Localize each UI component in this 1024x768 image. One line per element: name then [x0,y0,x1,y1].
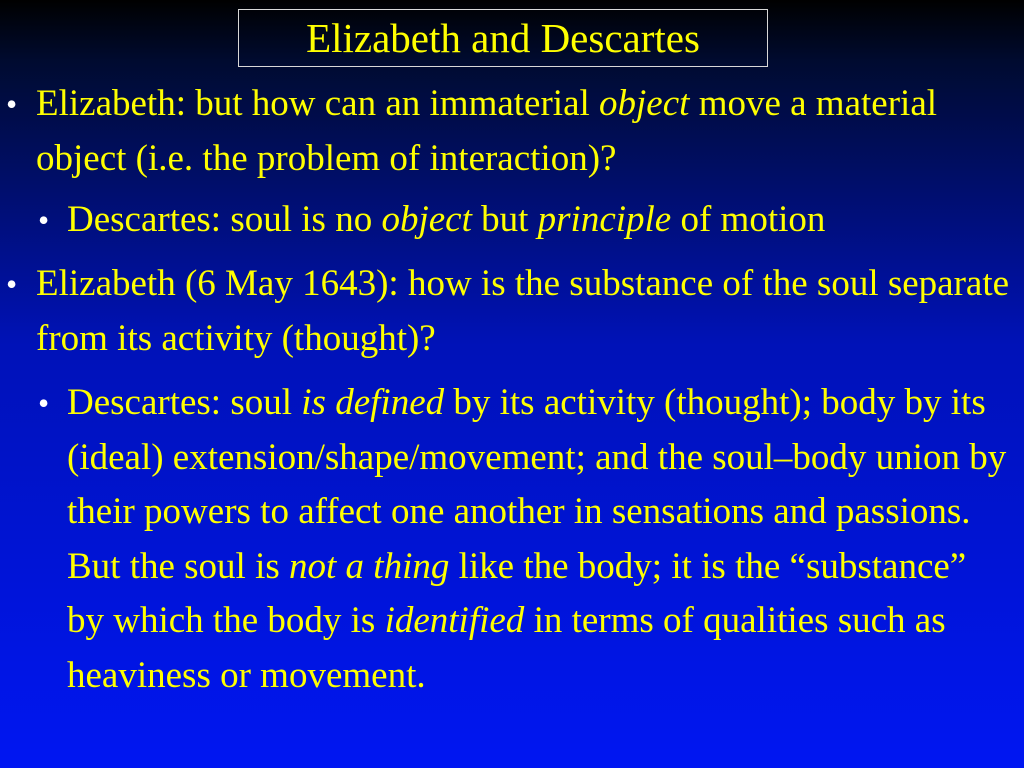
bullet-icon: • [6,86,18,122]
bullet-text: but [471,199,538,240]
bullet-text: Elizabeth (6 May 1643): how is the substance of the soul separate from its activity (thought)? [36,263,1010,359]
emphasis-text: object [381,199,472,240]
bullet-text: of motion [671,199,826,240]
bullet-item-descartes-soul-defined [38,376,1011,703]
bullet-icon: • [38,202,50,238]
emphasis-text: identified [384,600,525,641]
bullet-icon: • [38,385,50,421]
emphasis-text: is defined [301,382,445,423]
emphasis-text: object [599,83,690,124]
bullet-item-elizabeth-substance [6,257,1011,366]
bullet-icon: • [6,266,18,302]
bullet-text: in terms of qualities such as heaviness or movement. [67,600,946,696]
bullet-text: move a material object (i.e. the problem of interaction)? [36,83,938,179]
bullet-item-descartes-principle [38,193,1011,248]
emphasis-text: not a thing [289,545,450,587]
bullet-text: by its activity (thought); body by its (ideal) extension/shape/movement; and the soul–body union by their powers to affect one another in sensations and passions. But the soul is [67,382,1007,587]
bullet-text: like the body; it is the “substance” by which the body is [67,545,967,641]
bullet-item-elizabeth-interaction [6,77,1011,186]
bullet-text: Descartes: soul is no [67,199,382,240]
emphasis-text: principle [537,199,672,240]
bullet-text: Descartes: soul [67,382,302,423]
bullet-text: Elizabeth: but how can an immaterial [36,83,600,124]
slide-title: Elizabeth and Descartes [238,9,768,67]
